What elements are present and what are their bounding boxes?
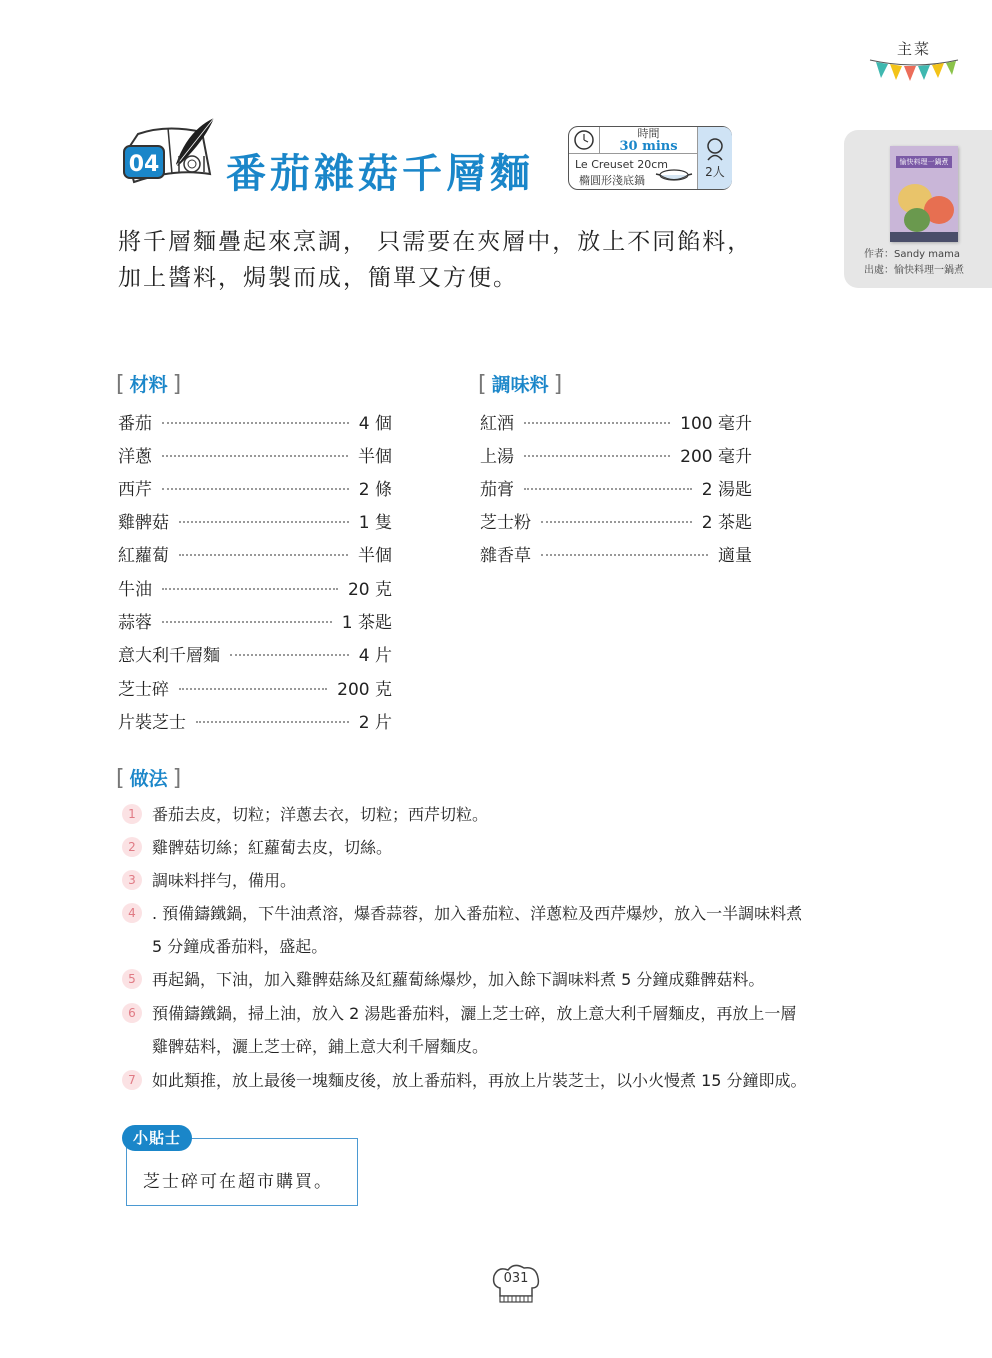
serving-count: 2人 [705,165,725,179]
method-step [122,798,902,831]
step-number: 3 [122,870,142,890]
seasoning-row [480,410,752,432]
ingredient-row [118,410,392,432]
step-number: 7 [122,1070,142,1090]
ingredient-qty: 200 克 [337,679,392,700]
ingredients-heading-text: 材料 [129,374,168,396]
ingredient-qty: 20 克 [347,579,392,600]
ingredient-qty: 4 個 [358,413,392,434]
seasoning-name: 紅酒 [480,413,514,434]
method-heading-text: 做法 [129,768,168,790]
step-text: 雞髀菇料，灑上芝士碎，鋪上意大利千層麵皮。 [152,1037,489,1056]
method-step [122,864,902,897]
ingredient-qty: 1 茶匙 [341,612,392,633]
time-cell [600,127,697,154]
ingredient-qty: 1 隻 [358,512,392,533]
step-number: 1 [122,804,142,824]
seasoning-name: 雜香草 [480,545,531,566]
ingredient-name: 蒜蓉 [118,612,152,633]
pot-brand: Le Creuset 20cm [575,158,668,171]
dish-title: 番茄雜菇千層麵 [226,151,534,197]
book-source-tab [844,130,992,288]
ingredient-name: 牛油 [118,579,152,600]
food-photo [904,208,930,232]
ingredient-name: 洋蔥 [118,446,152,467]
intro-line: 加上醬料，焗製而成，簡單又方便。 [118,265,518,291]
seasoning-name: 茄膏 [480,479,514,500]
seasoning-row [480,509,752,531]
step-number: 6 [122,1003,142,1023]
step-text: 再起鍋，下油，加入雞髀菇絲及紅蘿蔔絲爆炒，加入餘下調味料煮 5 分鐘成雞髀菇料。 [152,970,765,989]
time-label: 時間 [637,127,660,140]
page-number: 031 [503,1271,529,1286]
ingredient-name: 芝士碎 [118,679,169,700]
recipe-info-box [568,126,732,190]
seasoning-row [480,476,752,498]
pot-icon [655,166,693,184]
pot-cell [569,154,697,189]
tip-text: 芝士碎可在超市購買。 [143,1172,333,1192]
intro-line: 將千層麵疊起來烹調， 只需要在夾層中，放上不同餡料， [118,229,753,255]
time-value: 30 mins [619,139,678,154]
ingredient-row [118,576,392,598]
ingredient-row [118,476,392,498]
step-text: 雞髀菇切絲；紅蘿蔔去皮，切絲。 [152,838,393,857]
ingredient-qty: 4 片 [358,645,392,666]
seasoning-qty: 200 毫升 [680,446,752,467]
method-heading: [ 做法 ] [116,766,182,791]
category-label: 主菜 [896,40,931,58]
step-text: 調味料拌勻，備用。 [152,871,297,890]
cover-stripe [890,232,958,242]
recipe-number-badge [118,112,218,192]
ingredient-name: 雞髀菇 [118,512,169,533]
step-text: 如此類推，放上最後一塊麵皮後，放上番茄料，再放上片裝芝士，以小火慢煮 15 分鐘即成。 [152,1071,807,1090]
seasoning-heading-text: 調味料 [491,374,549,396]
book-publisher: 出處：愉快料理一鍋煮 [864,265,964,276]
method-step [122,897,902,963]
intro-text [118,224,808,296]
page-number-badge [490,1262,542,1308]
ingredient-row [118,609,392,631]
seasoning-qty: 2 茶匙 [701,512,752,533]
method-step [122,1064,902,1097]
ingredient-qty: 2 片 [358,712,392,733]
seasoning-name: 上湯 [480,446,514,467]
book-cover [890,146,958,242]
step-number: 4 [122,903,142,923]
ingredient-row [118,676,392,698]
seasoning-row [480,443,752,465]
ingredient-name: 紅蘿蔔 [118,545,169,566]
bunting-decoration [868,56,960,84]
ingredient-qty: 半個 [358,545,392,566]
seasoning-qty: 100 毫升 [680,413,752,434]
method-step [122,963,902,996]
recipe-number: 04 [128,152,160,177]
ingredient-row [118,542,392,564]
seasoning-heading: [ 調味料 ] [478,372,563,397]
seasoning-qty: 2 湯匙 [701,479,752,500]
seasoning-qty: 適量 [718,545,752,566]
ingredient-qty: 2 條 [358,479,392,500]
clock-icon [569,127,599,153]
ingredient-name: 番茄 [118,413,152,434]
method-step [122,831,902,864]
serving-cell [697,127,732,189]
step-text: 預備鑄鐵鍋，掃上油，放入 2 湯匙番茄料，灑上芝士碎，放上意大利千層麵皮，再放上一層 [152,1004,797,1023]
ingredient-row [118,709,392,731]
ingredient-name: 西芹 [118,479,152,500]
ingredient-name: 意大利千層麵 [118,645,220,666]
ingredient-qty: 半個 [358,446,392,467]
pot-type: 橢圓形淺底鍋 [579,174,645,187]
step-text: 5 分鐘成番茄料，盛起。 [152,937,328,956]
person-icon [705,137,725,161]
book-author: 作者：Sandy mama [864,249,960,260]
seasoning-row [480,542,752,564]
category-flag [868,34,960,84]
seasoning-name: 芝士粉 [480,512,531,533]
ingredients-heading: [ 材料 ] [116,372,182,397]
clock-cell [569,127,600,154]
ingredient-row [118,443,392,465]
ingredient-row [118,642,392,664]
tip-label: 小貼士 [122,1125,192,1151]
step-text: 番茄去皮，切粒；洋蔥去衣，切粒；西芹切粒。 [152,805,489,824]
step-number: 5 [122,969,142,989]
step-text: . 預備鑄鐵鍋，下牛油煮溶，爆香蒜蓉，加入番茄粒、洋蔥粒及西芹爆炒，放入一半調味料煮 [152,904,803,923]
step-number: 2 [122,837,142,857]
ingredient-row [118,509,392,531]
ingredient-name: 片裝芝士 [118,712,186,733]
book-cover-title: 愉快料理一鍋煮 [896,156,952,168]
method-step [122,997,902,1063]
